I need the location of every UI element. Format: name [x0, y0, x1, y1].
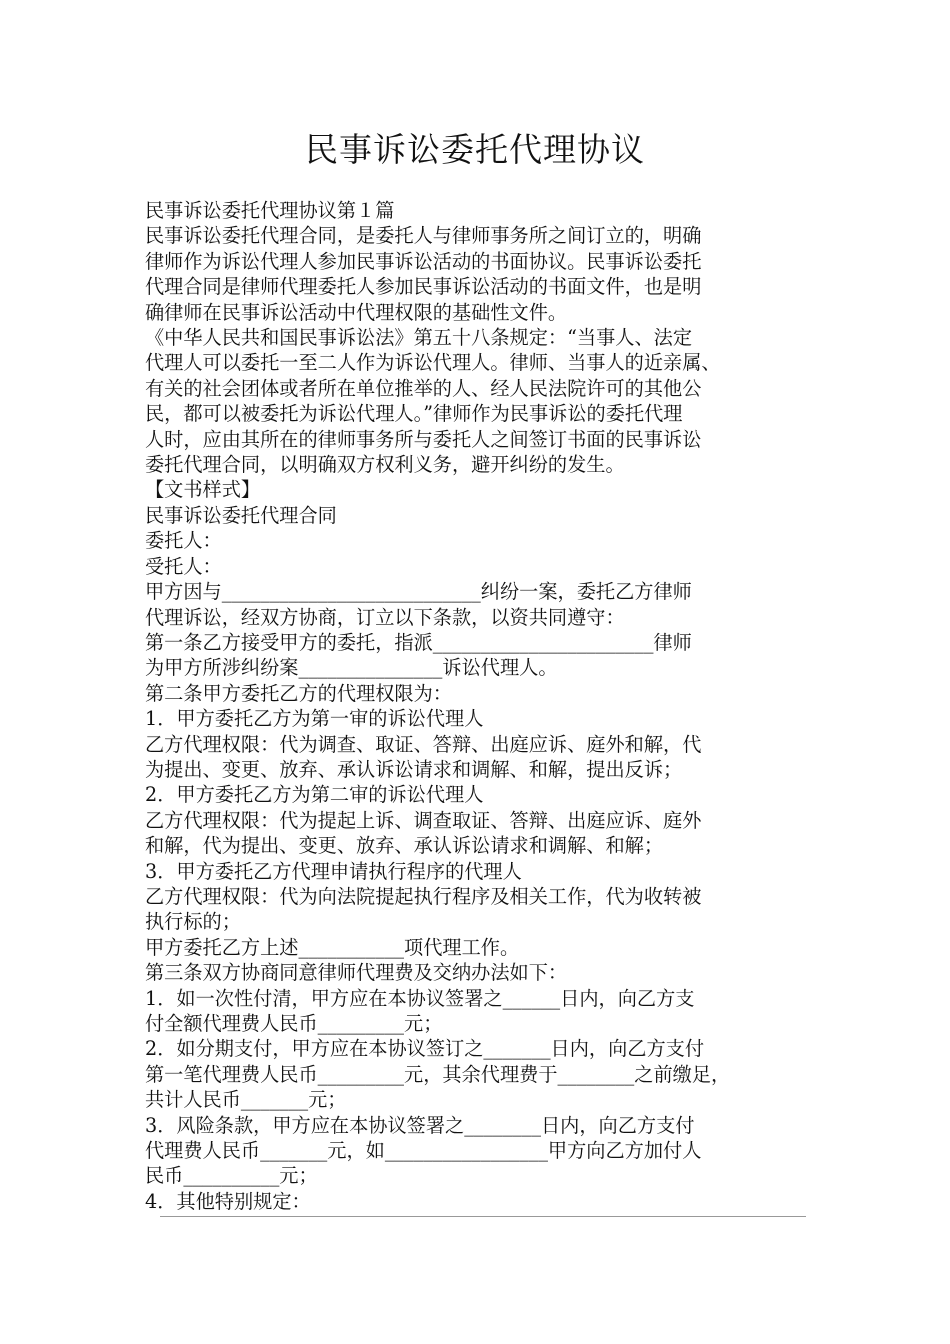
paragraph-line: 委托代理合同，以明确双方权利义务，避开纠纷的发生。 — [145, 453, 625, 477]
client-line: 委托人： — [145, 529, 222, 553]
footer-divider — [160, 1216, 806, 1217]
paragraph-line: 律师作为诉讼代理人参加民事诉讼活动的书面协议。民事诉讼委托 — [145, 249, 702, 273]
paragraph-line: 和解，代为提出、变更、放弃、承认诉讼请求和调解、和解； — [145, 834, 664, 858]
paragraph-line: 乙方代理权限：代为调查、取证、答辩、出庭应诉、庭外和解，代 — [145, 732, 702, 756]
paragraph-line: 第一条乙方接受甲方的委托，指派_______________________律师 — [145, 630, 692, 654]
paragraph-line: 《中华人民共和国民事诉讼法》第五十八条规定：“当事人、法定 — [145, 326, 693, 350]
paragraph-line: 乙方代理权限：代为向法院提起执行程序及相关工作，代为收转被 — [145, 884, 702, 908]
paragraph-line: 有关的社会团体或者所在单位推举的人、经人民法院许可的其他公 — [145, 376, 702, 400]
paragraph-line: 代理人可以委托一至二人作为诉讼代理人。律师、当事人的近亲属、 — [145, 351, 721, 375]
paragraph-line: 付全额代理费人民币_________元； — [145, 1012, 443, 1035]
paragraph-line: 民事诉讼委托代理合同，是委托人与律师事务所之间订立的，明确 — [145, 224, 702, 248]
paragraph-line: 1．如一次性付清，甲方应在本协议签署之______日内，向乙方支 — [145, 986, 695, 1010]
paragraph-line: 民事诉讼委托代理协议第１篇 — [145, 199, 395, 222]
paragraph-line: 民币__________元； — [145, 1164, 318, 1188]
paragraph-line: 第三条双方协商同意律师代理费及交纳办法如下： — [145, 961, 568, 985]
paragraph-line: 乙方代理权限：代为提起上诉、调查取证、答辩、出庭应诉、庭外 — [145, 808, 702, 832]
paragraph-line: 第二条甲方委托乙方的代理权限为： — [145, 681, 452, 705]
contract-title-line: 民事诉讼委托代理合同 — [145, 503, 337, 527]
paragraph-line: 3．甲方委托乙方代理申请执行程序的代理人 — [145, 859, 522, 883]
paragraph-line: 1．甲方委托乙方为第一审的诉讼代理人 — [145, 707, 484, 731]
paragraph-line: 代理合同是律师代理委托人参加民事诉讼活动的书面文件，也是明 — [145, 275, 702, 299]
document-title: 民事诉讼委托代理协议 — [305, 130, 645, 169]
paragraph-line: 代理诉讼，经双方协商，订立以下条款，以资共同遵守： — [145, 605, 625, 629]
paragraph-line: 代理费人民币_______元，如_________________甲方向乙方加付人 — [145, 1139, 702, 1163]
document-body — [145, 198, 809, 1214]
paragraph-line: 3．风险条款，甲方应在本协议签署之________日内，向乙方支付 — [145, 1113, 695, 1137]
paragraph-line: 为甲方所涉纠纷案_______________诉讼代理人。 — [145, 656, 558, 680]
paragraph-line: 第一笔代理费人民币_________元，其余代理费于________之前缴足， — [145, 1062, 731, 1086]
paragraph-line: 为提出、变更、放弃、承认诉讼请求和调解、和解，提出反诉； — [145, 757, 683, 781]
paragraph-line: 甲方因与___________________________纠纷一案，委托乙方律师 — [145, 580, 692, 604]
paragraph-line: 民，都可以被委托为诉讼代理人。”律师作为民事诉讼的委托代理 — [145, 402, 683, 426]
paragraph-line: 2．如分期支付，甲方应在本协议签订之_______日内，向乙方支付 — [145, 1037, 705, 1061]
paragraph-line: 执行标的； — [145, 910, 241, 934]
paragraph-line: 甲方委托乙方上述___________项代理工作。 — [145, 935, 520, 959]
paragraph-line: 4．其他特别规定： — [145, 1189, 311, 1213]
section-heading: 【文书样式】 — [145, 478, 261, 502]
paragraph-line: 共计人民币_______元； — [145, 1088, 347, 1112]
paragraph-line: 2．甲方委托乙方为第二审的诉讼代理人 — [145, 783, 484, 807]
paragraph-line: 人时，应由其所在的律师事务所与委托人之间签订书面的民事诉讼 — [145, 427, 702, 451]
paragraph-line: 确律师在民事诉讼活动中代理权限的基础性文件。 — [145, 300, 568, 324]
trustee-line: 受托人： — [145, 554, 222, 578]
